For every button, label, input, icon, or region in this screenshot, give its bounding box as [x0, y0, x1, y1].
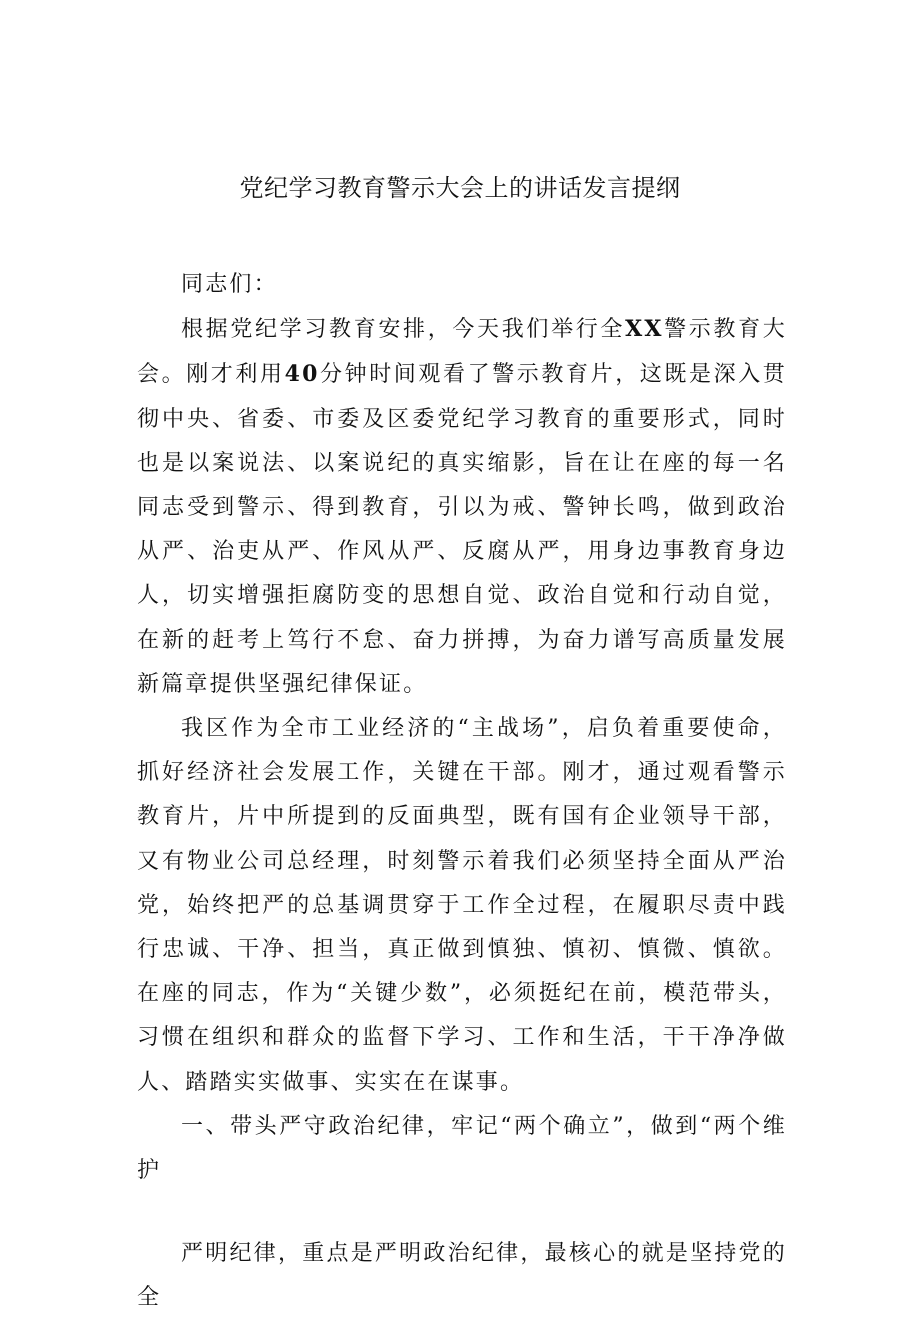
paragraph-1-text-a: 根据党纪学习教育安排，今天我们举行全 — [181, 317, 626, 343]
paragraph-1-text-c: 分钟时间观看了警示教育片，这既是深入贯彻中央、省委、市委及区委党纪学习教育的重要形式，同时也是以案说法、以案说纪的真实缩影，旨在让在座的每一名同志受到警示、得到教育，引以为戒、警钟长鸣，做到政治从严、治吏从严、作风从严、反腐从严，用身边事教育身边人，切实增强拒腐防变的思想自觉、政治自觉和行动自觉，在新的赶考上笃行不怠、奋力拼搏，为奋力谱写高质量发展新篇章提供坚强纪律保证。 — [137, 362, 787, 697]
paragraph-3: 严明纪律，重点是严明政治纪律，最核心的就是坚持党的全 — [137, 1241, 787, 1311]
paragraph-1-minutes-number: 40 — [284, 361, 320, 388]
salutation: 同志们： — [181, 272, 278, 297]
section-heading-1: 一、带头严守政治纪律，牢记“两个确立”，做到“两个维护 — [137, 1113, 787, 1184]
document-title: 党纪学习教育警示大会上的讲话发言提纲 — [239, 174, 681, 202]
document-body — [137, 263, 787, 1321]
paragraph-1-text-b: 警示教育大会。刚才利用 — [137, 317, 787, 388]
paragraph-2: 我区作为全市工业经济的“主战场”，启负着重要使命，抓好经济社会发展工作，关键在干部。刚才，通过观看警示教育片，片中所提到的反面典型，既有国有企业领导干部，又有物业公司总经理，时刻警示着我们必须坚持全面从严治党，始终把严的总基调贯穿于工作全过程，在履职尽责中践行忠诚、干净、担当，真正做到慎独、慎初、慎微、慎欲。在座的同志，作为“关键少数”，必须挺纪在前，模范带头，习惯在组织和群众的监督下学习、工作和生活，干干净净做人、踏踏实实做事、实实在在谋事。 — [137, 716, 787, 1095]
paragraph-1 — [137, 307, 787, 707]
paragraph-1-placeholder-xx: XX — [625, 316, 664, 343]
